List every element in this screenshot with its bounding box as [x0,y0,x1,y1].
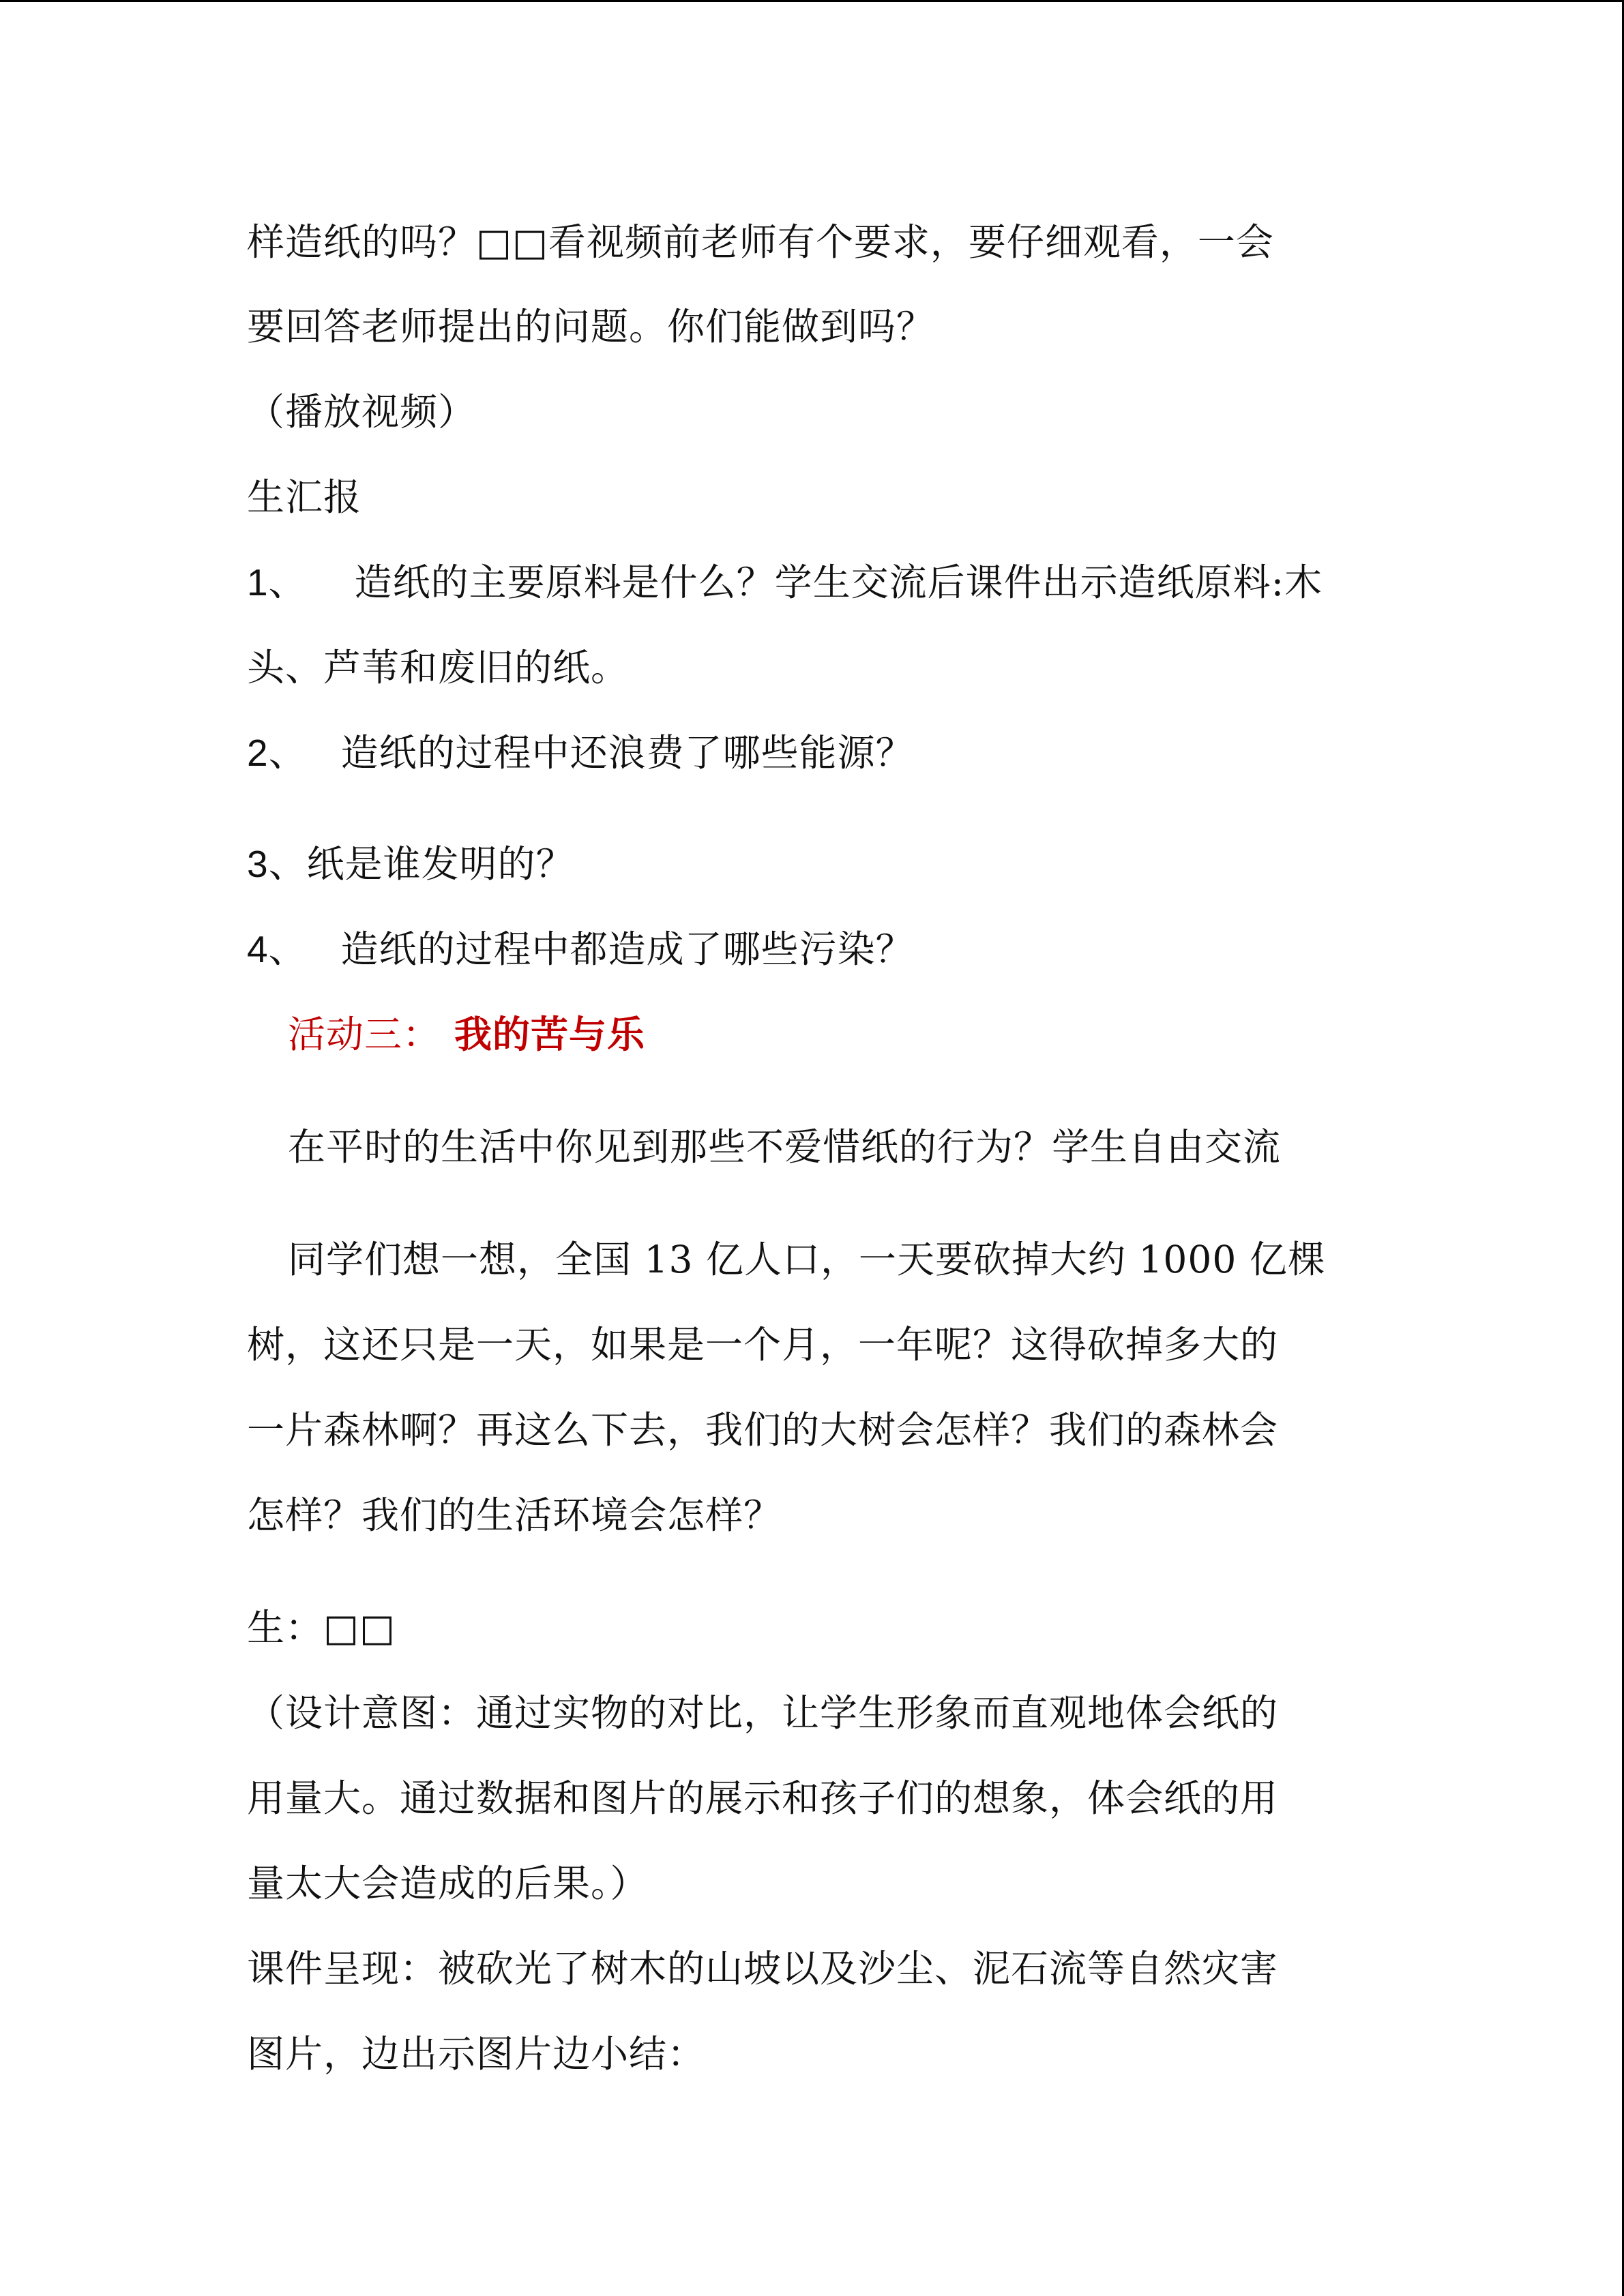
list-item-4 [247,925,914,974]
text-line-3: （播放视频） [247,390,477,434]
activity-title: 我的苦与乐 [454,1012,646,1056]
text-line-21: 课件呈现：被砍光了树木的山坡以及沙尘、泥石流等自然灾害 [247,1947,1279,1991]
text-line-4: 生汇报 [247,475,362,519]
text-line-14: 树，这还只是一天，如果是一个月，一年呢？这得砍掉多大的 [247,1323,1279,1367]
list-item-3 [247,839,574,889]
text-line-18: （设计意图：通过实物的对比，让学生形象而直观地体会纸的 [247,1691,1279,1735]
list-item-2 [247,728,914,777]
text-line-13: 同学们想一想，全国 13 亿人口，一天要砍掉大约 1000 亿棵 [288,1238,1326,1281]
text-line-19: 用量大。通过数据和图片的展示和孩子们的想象，体会纸的用 [247,1776,1279,1820]
list-marker-2: 2、 [247,732,307,774]
list-item-4-text: 造纸的过程中都造成了哪些污染？ [340,927,914,971]
list-item-1-text: 造纸的主要原料是什么？学生交流后课件出示造纸原料:木 [354,561,1323,604]
text-line-22: 图片，边出示图片边小结： [247,2032,706,2076]
list-item-2-text: 造纸的过程中还浪费了哪些能源？ [340,731,914,775]
text-line-15: 一片森林啊？再这么下去，我们的大树会怎样？我们的森林会 [247,1408,1279,1452]
activity-heading [288,1010,645,1059]
text-line-20: 量太大会造成的后果。） [247,1862,649,1905]
text-line-12: 在平时的生活中你见到那些不爱惜纸的行为？学生自由交流 [288,1125,1282,1169]
activity-label: 活动三： [288,1013,441,1056]
text-line-2: 要回答老师提出的问题。你们能做到吗？ [247,305,935,348]
text-line-16: 怎样？我们的生活环境会怎样？ [247,1493,782,1537]
text-line-6: 头、芦苇和废旧的纸。 [247,646,630,689]
list-marker-4: 4、 [247,928,307,970]
text-line-1: 样造纸的吗？□□看视频前老师有个要求，要仔细观看，一会 [247,220,1274,264]
text-line-17: 生：□□ [247,1606,396,1650]
list-marker-3: 3、 [247,843,307,885]
list-item-1 [247,558,1323,607]
list-marker-1: 1、 [247,561,307,603]
list-item-3-text: 纸是谁发明的？ [306,842,574,886]
